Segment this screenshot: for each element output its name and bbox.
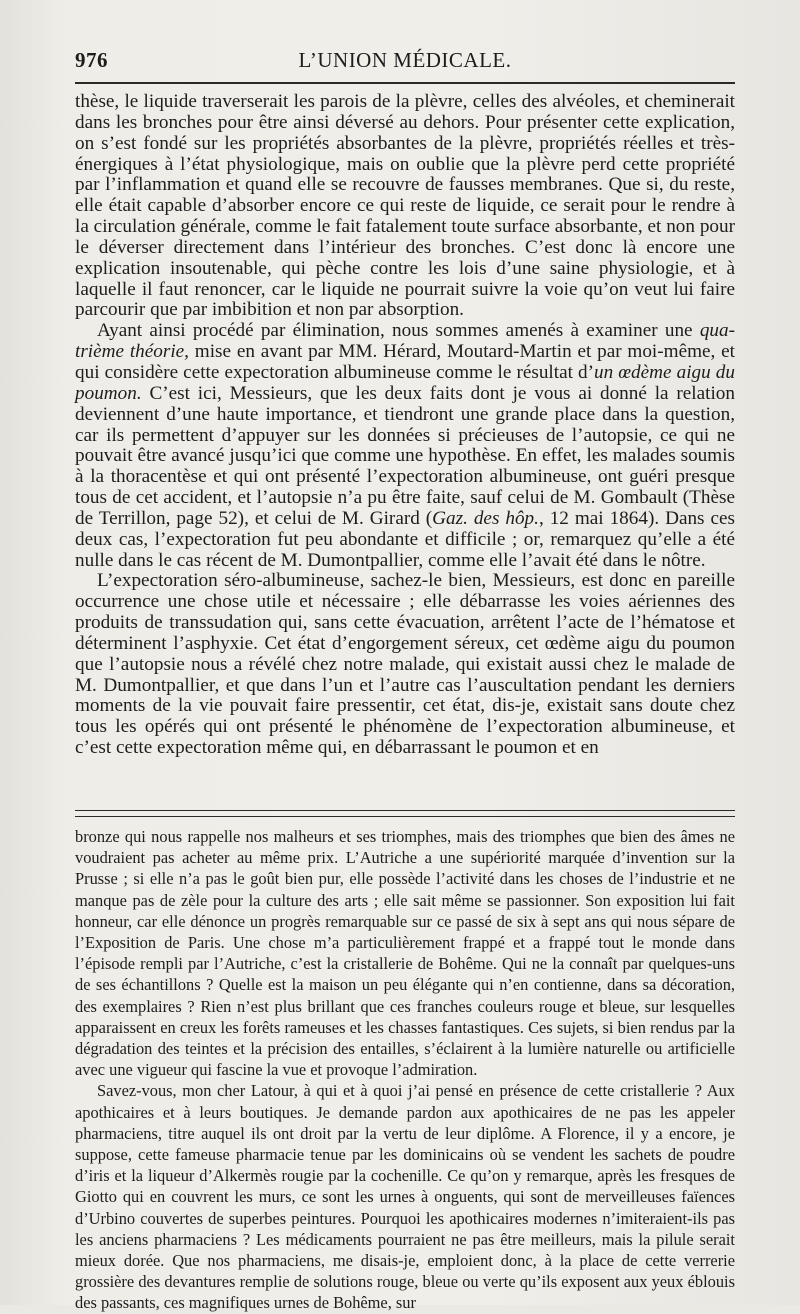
feuilleton-paragraph-2: Savez-vous, mon cher Latour, à qui et à quoi j’ai pensé en présence de cette cristallerie ? Aux apothicaires et à leurs boutiques. Je demande pardon aux apothicaires de ne pas les appeler pharmaciens, titre auquel ils ont droit par la vertu de leur diplôme. A Florence, il y a encore, je suppose, cette fameuse pharmacie tenue par les dominicains où se vendent les sachets de poudre d’iris et la liqueur d’Alkermès rougie par la cochenille. Ce qu’on y remarque, après les fresques de Giotto qui en couvrent les murs, ce sont les urnes à onguents, qui sont de merveilleuses faïences d’Urbino couvertes de superbes peintures. Pourquoi les apothicaires modernes n’imiteraient-ils pas les anciens pharmaciens ? Les médicaments pourraient ne pas être meilleurs, mais la pilule serait mieux dorée. Que nos pharmaciens, me disais-je, emploient donc, à la place de cette verrerie grossière des devantures remplie de solutions rouge, bleue ou verte qu’ils exposent aux yeux éblouis des passants, ces magnifiques urnes de Bohême, sur <box>75 1081 735 1313</box>
main-paragraph-3: L’expectoration séro-albumineuse, sachez-le bien, Messieurs, est donc en pareille occurrence une chose utile et nécessaire ; elle débarrasse les voies aériennes des produits de transsudation qui, sans cette évacuation, arrêtent l’acte de l’hématose et déterminent l’asphyxie. Cet état d’engorgement séreux, cet œdème aigu du poumon que l’autopsie nous a révélé chez notre malade, qui existait aussi chez le malade de M. Dumontpallier, et que dans l’un et l’autre cas l’auscultation pendant les derniers moments de la vie pouvait faire pressentir, cet état, dis-je, existait sans doute chez tous les opérés qui ont présenté le phénomène de l’expectoration albumineuse, et c’est cette expectoration même qui, en débarrassant le poumon et en <box>75 570 735 759</box>
feuilleton-section <box>75 826 735 1314</box>
main-paragraph-2-text-b: mise en avant par MM. Hérard, Moutard-Martin et par moi-même, et qui considère cette expectoration albumineuse comme le résultat d’ <box>75 341 735 383</box>
running-title: L’UNION MÉDICALE. <box>298 48 512 72</box>
main-paragraph-2 <box>75 321 735 571</box>
header-rule <box>75 82 735 84</box>
main-article <box>75 92 735 759</box>
feuilleton-rule-upper <box>75 810 735 811</box>
feuilleton-rule-lower <box>75 816 735 817</box>
page-header <box>75 48 735 78</box>
feuilleton-paragraph-1: bronze qui nous rappelle nos malheurs et ses triomphes, mais des triomphes que bien des âmes ne voudraient pas acheter au même prix. L’Autriche a une supériorité marquée d’invention sur la Prusse ; si elle n’a pas le goût bien pur, elle possède l’activité dans les choses de l’industrie et ne manque pas de zèle pour la culture des arts ; elle sait même se passionner. Son exposition lui fait honneur, car elle dénonce un progrès remarquable sur ce passé de six à sept ans qui nous sépare de l’Exposition de Paris. Une chose m’a particulièrement frappé et a frappé tout le monde dans l’épisode rempli par l’Autriche, c’est la cristallerie de Bohême. Qui ne la connaît par quelques-uns de ses échantillons ? Quelle est la maison un peu élégante qui n’en contienne, dans sa décoration, des exemplaires ? Rien n’est plus brillant que ces franches couleurs rouge et bleue, sur lesquelles apparaissent en creux les forêts rameuses et les chasses fantastiques. Ces sujets, si bien rendus par la dégradation des teintes et la précision des entailles, s’éclairent à la lumière naturelle ou artificielle avec une vigueur qui fascine la vue et provoque l’admiration. <box>75 827 735 1080</box>
page-number: 976 <box>75 48 108 72</box>
emphasis-gazette-des-hopitaux: Gaz. des hôp. <box>432 507 539 529</box>
main-paragraph-2-text-c: C’est ici, Messieurs, que les deux faits dont je vous ai donné la relation deviennent d’une haute importance, et tiendront une grande place dans la question, car ils permettent d’appuyer sur les données si précieuses de l’autopsie, ce qui ne pouvait être avancé jusqu’ici que comme une hypothèse. En effet, les malades soumis à la thoracentèse et qui ont présenté l’expectoration albumineuse, ont guéri presque tous de cet accident, et l’autopsie n’a pu être faite, sauf celui de M. Gombault (Thèse de Terrillon, page 52), et celui de M. Girard ( <box>75 382 735 529</box>
main-paragraph-1: thèse, le liquide traverserait les parois de la plèvre, celles des alvéoles, et cheminerait dans les bronches pour être ainsi déversé au dehors. Pour présenter cette explication, on s’est fondé sur les propriétés absorbantes de la plèvre, propriétés réelles et très-énergiques à l’état physiologique, mais on oublie que la plèvre perd cette propriété par l’inflammation et quand elle se recouvre de fausses membranes. Que si, du reste, elle était capable d’absorber encore ce qui reste de liquide, ce serait pour le rendre à la circulation générale, comme le fait fatalement toute surface absorbante, et non pour le déverser directement dans l’intérieur des bronches. C’est donc là encore une explication insoutenable, qui pèche contre les lois d’une saine physiologie, et à laquelle il faut renoncer, car le liquide ne pourrait suivre la voie qu’on veut lui faire parcourir que par imbibition et non par absorption. <box>75 91 735 321</box>
main-paragraph-2-text-a: Ayant ainsi procédé par élimination, nous sommes amenés à examiner une <box>97 320 700 342</box>
main-paragraph-2-text-d: , 12 mai 1864). Dans ces deux cas, l’expectoration fut peu abondante et difficile ; or, remarquez qu’elle a été nulle dans le cas récent de M. Dumontpallier, comme elle l’avait été dans le nôtre. <box>75 507 735 571</box>
emphasis-quatrieme-theorie: quatrième théorie, <box>75 320 735 363</box>
emphasis-oedeme-aigu: un œdème aigu du poumon. <box>75 361 735 404</box>
